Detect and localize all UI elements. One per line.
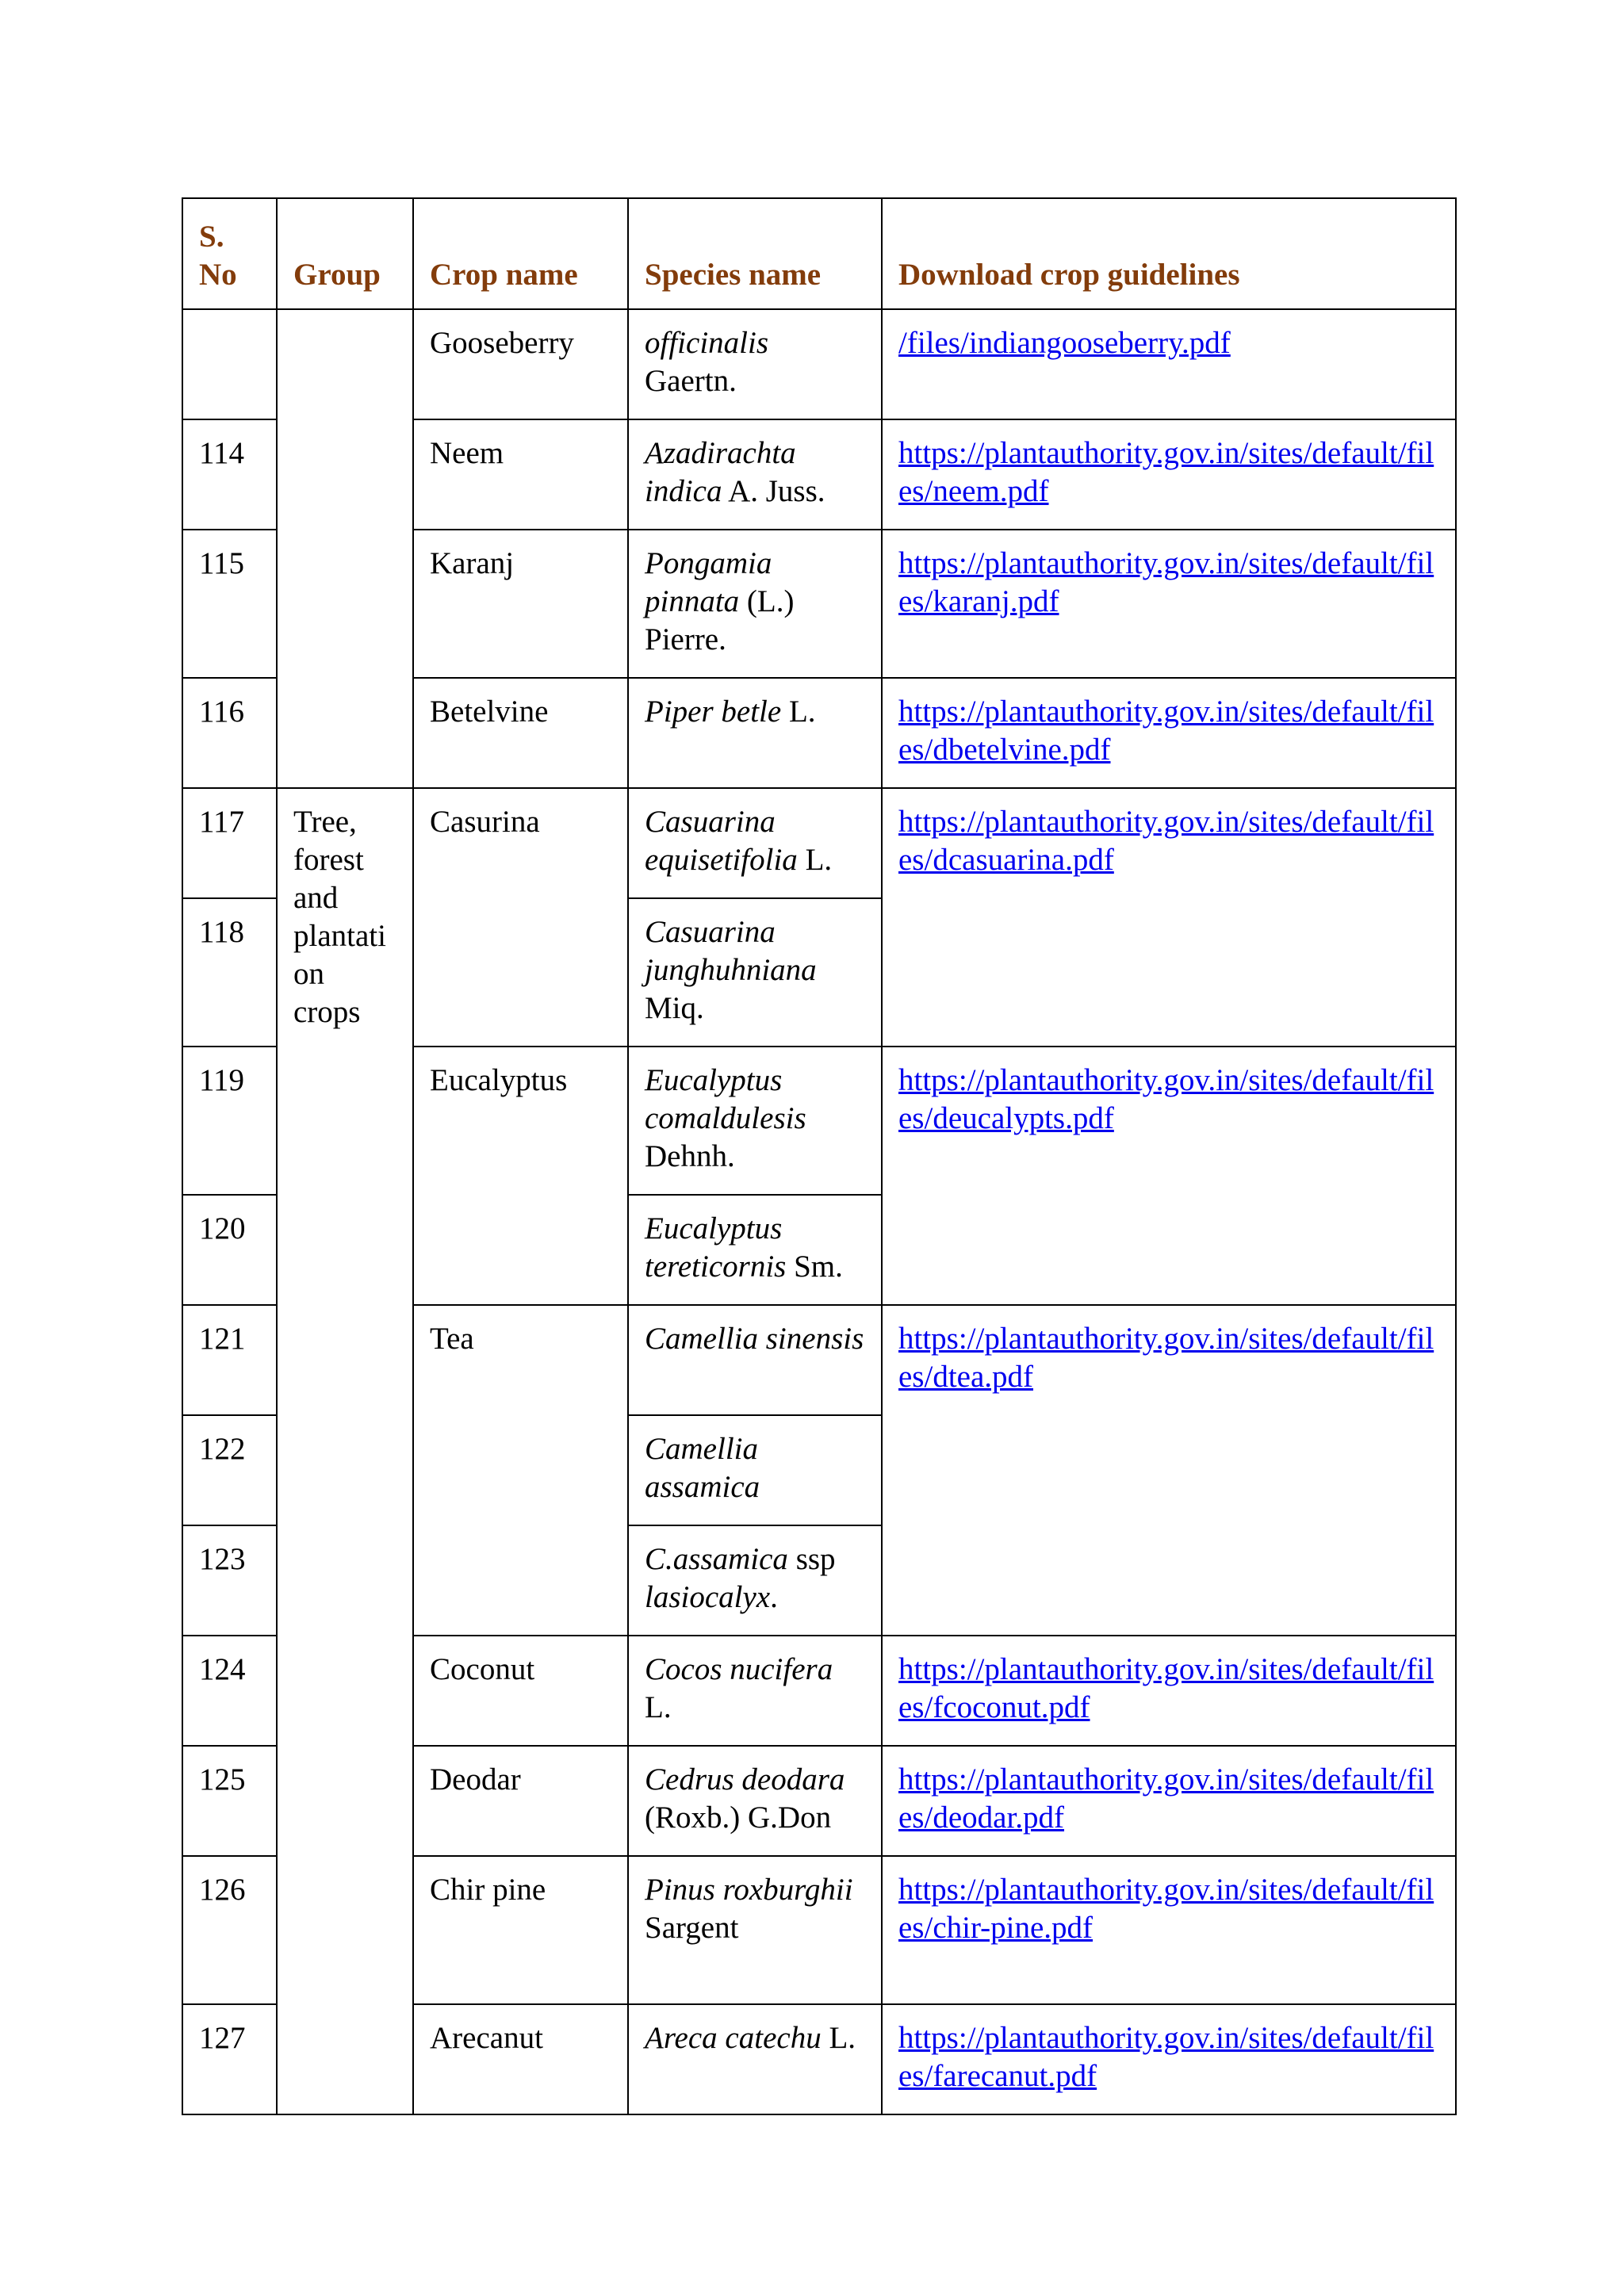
- species-italic: Pinus roxburghii: [645, 1873, 853, 1907]
- species-author: L.: [821, 2021, 856, 2055]
- species-italic: Casuarina equisetifolia: [645, 805, 798, 877]
- cell-group: [277, 309, 413, 788]
- species-italic: Piper betle: [645, 695, 782, 729]
- cell-crop-name: Tea: [413, 1305, 628, 1636]
- cell-species: [628, 530, 882, 678]
- guideline-link[interactable]: https://plantauthority.gov.in/sites/default/files/fcoconut.pdf: [898, 1652, 1434, 1724]
- species-author: Gaertn.: [645, 364, 737, 398]
- cell-species: [628, 2004, 882, 2114]
- species-italic: Cedrus deodara: [645, 1762, 845, 1797]
- guideline-link[interactable]: https://plantauthority.gov.in/sites/default/files/dbetelvine.pdf: [898, 695, 1434, 767]
- species-italic: Azadirachta indica: [645, 436, 796, 508]
- cell-sno: 123: [182, 1525, 277, 1636]
- cell-crop-name: Neem: [413, 419, 628, 530]
- guideline-link[interactable]: https://plantauthority.gov.in/sites/default/files/karanj.pdf: [898, 546, 1434, 618]
- species-italic: Casuarina junghuhniana: [645, 915, 817, 987]
- cell-sno: 120: [182, 1195, 277, 1305]
- cell-crop-name: Arecanut: [413, 2004, 628, 2114]
- cell-download: [882, 1856, 1456, 2004]
- cell-download: [882, 309, 1456, 419]
- guideline-link[interactable]: https://plantauthority.gov.in/sites/default/files/chir-pine.pdf: [898, 1873, 1434, 1945]
- species-italic: officinalis: [645, 326, 768, 360]
- species-author: (L.) Pierre.: [645, 584, 795, 656]
- species-italic: Camellia assamica: [645, 1432, 760, 1504]
- cell-crop-name: Deodar: [413, 1746, 628, 1856]
- cell-sno: 122: [182, 1415, 277, 1525]
- cell-sno: 124: [182, 1636, 277, 1746]
- cell-species: [628, 1856, 882, 2004]
- cell-sno: [182, 309, 277, 419]
- header-row: [182, 198, 1456, 309]
- cell-crop-name: Betelvine: [413, 678, 628, 788]
- cell-crop-name: Casurina: [413, 788, 628, 1047]
- guideline-link[interactable]: https://plantauthority.gov.in/sites/default/files/neem.pdf: [898, 436, 1434, 508]
- cell-sno: 114: [182, 419, 277, 530]
- cell-download: [882, 1305, 1456, 1636]
- cell-crop-name: Coconut: [413, 1636, 628, 1746]
- species-italic: Eucalyptus comaldulesis: [645, 1063, 806, 1135]
- header-download: Download crop guidelines: [882, 198, 1456, 309]
- cell-species: [628, 1195, 882, 1305]
- header-species-name: Species name: [628, 198, 882, 309]
- cell-species: [628, 1746, 882, 1856]
- species-author: ssp: [787, 1542, 836, 1576]
- species-author: L.: [797, 843, 833, 877]
- cell-download: [882, 1636, 1456, 1746]
- species-author: L.: [781, 695, 816, 729]
- cell-download: [882, 678, 1456, 788]
- species-italic: Camellia sinensis: [645, 1322, 864, 1356]
- cell-download: [882, 1746, 1456, 1856]
- species-italic-2: lasiocalyx: [645, 1580, 771, 1614]
- cell-download: [882, 1047, 1456, 1305]
- species-italic: Areca catechu: [645, 2021, 822, 2055]
- cell-download: [882, 530, 1456, 678]
- cell-download: [882, 2004, 1456, 2114]
- cell-group: Tree, forest and plantati on crops: [277, 788, 413, 2114]
- species-author-2: .: [770, 1580, 778, 1614]
- cell-species: [628, 419, 882, 530]
- species-author: Dehnh.: [645, 1139, 735, 1173]
- species-author: Sm.: [786, 1249, 843, 1284]
- cell-sno: 116: [182, 678, 277, 788]
- cell-species: [628, 309, 882, 419]
- header-sno: S. No: [182, 198, 277, 309]
- guideline-link[interactable]: https://plantauthority.gov.in/sites/default/files/dcasuarina.pdf: [898, 805, 1434, 877]
- species-italic: C.assamica: [645, 1542, 788, 1576]
- cell-crop-name: Gooseberry: [413, 309, 628, 419]
- species-author: Miq.: [645, 991, 704, 1025]
- species-author: Sargent: [645, 1911, 739, 1945]
- cell-species: [628, 1047, 882, 1195]
- cell-sno: 119: [182, 1047, 277, 1195]
- cell-sno: 125: [182, 1746, 277, 1856]
- cell-crop-name: Karanj: [413, 530, 628, 678]
- species-italic: Pongamia pinnata: [645, 546, 772, 618]
- cell-sno: 117: [182, 788, 277, 898]
- species-italic: Cocos nucifera: [645, 1652, 833, 1686]
- header-crop-name: Crop name: [413, 198, 628, 309]
- cell-species: [628, 678, 882, 788]
- crop-guidelines-table: [182, 197, 1457, 2115]
- cell-crop-name: Chir pine: [413, 1856, 628, 2004]
- species-author: (Roxb.) G.Don: [645, 1800, 832, 1835]
- cell-sno: 118: [182, 898, 277, 1047]
- table-row: [182, 309, 1456, 419]
- cell-sno: 115: [182, 530, 277, 678]
- species-author: L.: [645, 1690, 672, 1724]
- cell-species: [628, 1415, 882, 1525]
- guideline-link[interactable]: https://plantauthority.gov.in/sites/default/files/farecanut.pdf: [898, 2021, 1434, 2093]
- species-italic: Eucalyptus tereticornis: [645, 1211, 787, 1284]
- cell-download: [882, 788, 1456, 1047]
- cell-species: [628, 1525, 882, 1636]
- species-author: A. Juss.: [722, 474, 825, 508]
- cell-species: [628, 1636, 882, 1746]
- header-group: Group: [277, 198, 413, 309]
- cell-sno: 121: [182, 1305, 277, 1415]
- cell-sno: 126: [182, 1856, 277, 2004]
- guideline-link[interactable]: /files/indiangooseberry.pdf: [898, 326, 1231, 360]
- table-row: [182, 788, 1456, 898]
- cell-sno: 127: [182, 2004, 277, 2114]
- cell-download: [882, 419, 1456, 530]
- guideline-link[interactable]: https://plantauthority.gov.in/sites/default/files/dtea.pdf: [898, 1322, 1434, 1394]
- cell-species: [628, 898, 882, 1047]
- cell-crop-name: Eucalyptus: [413, 1047, 628, 1305]
- cell-species: [628, 1305, 882, 1415]
- guideline-link[interactable]: https://plantauthority.gov.in/sites/default/files/deodar.pdf: [898, 1762, 1434, 1835]
- cell-species: [628, 788, 882, 898]
- guideline-link[interactable]: https://plantauthority.gov.in/sites/default/files/deucalypts.pdf: [898, 1063, 1434, 1135]
